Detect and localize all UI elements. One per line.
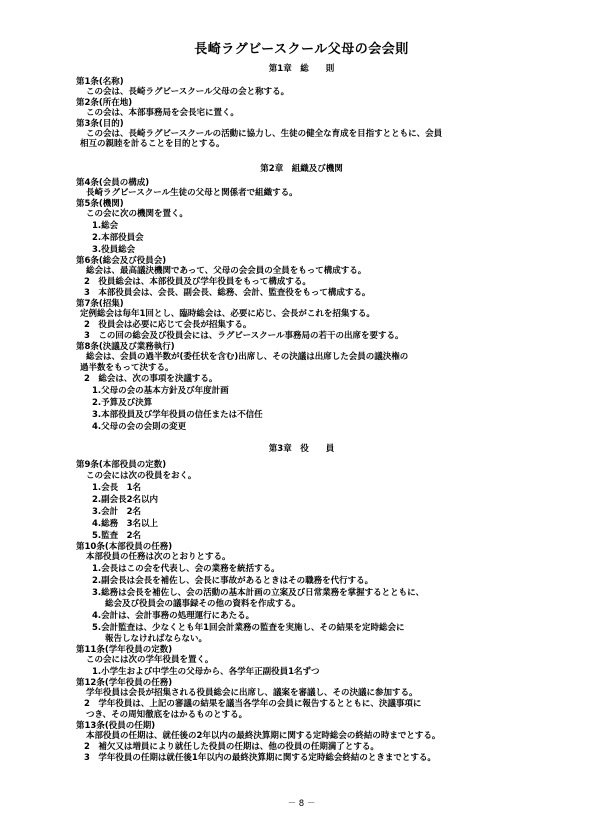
article-11-text: この会には次の学年役員を置く。 bbox=[86, 655, 214, 665]
article-12-text-1: 学年役員は会長が招集される役員総会に出席し、議案を審議し、その決議に参加する。 bbox=[86, 688, 418, 698]
article-9-item-5: 5.監査 2名 bbox=[92, 531, 142, 541]
article-2-heading: 第2条(所在地) bbox=[76, 98, 133, 108]
article-7-text-3: 3 この回の総会及び役員会には、ラグビースクール事務局の若干の出席を要する。 bbox=[84, 331, 404, 341]
article-9-item-2: 2.副会長2名以内 bbox=[92, 495, 159, 505]
article-8-item-3: 3.本部役員及び学年役員の信任または不信任 bbox=[92, 410, 263, 420]
article-13-heading: 第13条(役員の任期) bbox=[76, 721, 156, 731]
article-3-text-1: この会は、長崎ラグビースクールの活動に協力し、生徒の健全な育成を目指すとともに、会員 bbox=[86, 129, 443, 139]
article-1-heading: 第1条(名称) bbox=[76, 77, 124, 87]
article-6-text-2: 2 役員総会は、本部役員及び学年役員をもって構成する。 bbox=[84, 277, 311, 287]
article-12-text-3: つき、その周知徹底をはかるものとする。 bbox=[86, 710, 248, 720]
article-5-item-3: 3.役員総会 bbox=[92, 245, 136, 255]
article-12-text-2: 2 学年役員は、上記の審議の結果を議当各学年の会員に報告するとともに、決議事項に bbox=[84, 699, 422, 709]
article-9-heading: 第9条(本部役員の定数) bbox=[76, 460, 167, 470]
article-10-item-5-cont: 報告しなければならない。 bbox=[105, 634, 208, 644]
article-6-text-3: 3 本部役員会は、会長、副会長、総務、会計、監査役をもって構成する。 bbox=[84, 288, 371, 298]
page-number: － 8 － bbox=[287, 799, 316, 809]
article-3-text-2: 相互の親睦を計ることを目的とする。 bbox=[80, 139, 225, 149]
article-10-text: 本部役員の任務は次のとおりとする。 bbox=[86, 552, 231, 562]
article-8-item-1: 1.父母の会の基本方針及び年度計画 bbox=[92, 386, 229, 396]
article-5-item-1: 1.総会 bbox=[92, 221, 119, 231]
article-4-text: 長崎ラグビースクール生徒の父母と関係者で組織する。 bbox=[86, 188, 298, 198]
article-10-item-3: 3.総務は会長を補佐し、会の活動の基本計画の立案及び日常業務を掌握するとともに、 bbox=[92, 588, 425, 598]
article-6-text-1: 総会は、最高議決機関であって、父母の会会員の全員をもって構成する。 bbox=[86, 266, 367, 276]
article-8-item-4: 4.父母の会の会則の変更 bbox=[92, 422, 187, 432]
article-1-text: この会は、長崎ラグビースクール父母の会と称する。 bbox=[86, 87, 290, 97]
article-6-heading: 第6条(総会及び役員会) bbox=[76, 256, 167, 266]
article-4-heading: 第4条(会員の構成) bbox=[76, 178, 150, 188]
article-10-item-1: 1.会長はこの会を代表し、会の業務を統括する。 bbox=[92, 564, 280, 574]
article-9-text: この会には次の役員をおく。 bbox=[86, 471, 197, 481]
chapter-2-heading: 第2章 組織及び機関 bbox=[260, 164, 343, 174]
article-8-text-2: 過半数をもって決する。 bbox=[80, 363, 174, 373]
article-5-item-2: 2.本部役員会 bbox=[92, 233, 144, 243]
article-12-heading: 第12条(学年役員の任務) bbox=[76, 678, 173, 688]
chapter-3-heading: 第3章 役 員 bbox=[268, 444, 335, 454]
article-10-heading: 第10条(本部役員の任務) bbox=[76, 542, 173, 552]
article-9-item-1: 1.会長 1名 bbox=[92, 483, 142, 493]
article-10-item-5: 5.会計監査は、少なくとも年1回会計業務の監査を実施し、その結果を定時総会に bbox=[92, 623, 405, 633]
article-10-item-2: 2.副会長は会長を補佐し、会長に事故があるときはその職務を代行する。 bbox=[92, 576, 374, 586]
article-9-item-4: 4.総務 3名以上 bbox=[92, 519, 159, 529]
chapter-1-heading: 第1章 総 則 bbox=[268, 64, 335, 74]
article-9-item-3: 3.会計 2名 bbox=[92, 507, 142, 517]
article-10-item-3-cont: 総会及び役員会の議事録その他の資料を作成する。 bbox=[105, 599, 301, 609]
article-7-text-2: 2 役員会は必要に応じて会長が招集する。 bbox=[84, 320, 252, 330]
article-2-text: この会は、本部事務局を会長宅に置く。 bbox=[86, 108, 239, 118]
article-8-text-1: 総会は、会員の過半数が(委任状を含む)出席し、その決議は出席した会員の議決権の bbox=[86, 352, 409, 362]
article-7-text-1: 定例総会は毎年1回とし、臨時総会は、必要に応じ、会長がこれを招集する。 bbox=[80, 309, 375, 319]
article-13-text-3: 3 学年役員の任期は就任後1年以内の最終決算期に関する定時総会終結のときまでとする。 bbox=[84, 753, 436, 763]
article-11-item-1: 1.小学生および中学生の父母から、各学年正副役員1名ずつ bbox=[92, 667, 320, 677]
article-13-text-2: 2 補欠又は増員により就任した役員の任期は、他の役員の任期満了とする。 bbox=[84, 742, 379, 752]
article-7-heading: 第7条(招集) bbox=[76, 299, 124, 309]
article-8-heading: 第8条(決議及び業務執行) bbox=[76, 342, 175, 352]
article-13-text-1: 本部役員の任期は、就任後の2年以内の最終決算期に関する定時総会の終結の時までとする。 bbox=[86, 731, 441, 741]
article-3-heading: 第3条(目的) bbox=[76, 119, 124, 129]
article-11-heading: 第11条(学年役員の定数) bbox=[76, 645, 173, 655]
document-title: 長崎ラグビースクール父母の会会則 bbox=[194, 42, 409, 57]
article-5-heading: 第5条(機関) bbox=[76, 199, 124, 209]
article-8-text-3: 2 総会は、次の事項を決議する。 bbox=[84, 374, 218, 384]
article-8-item-2: 2.予算及び決算 bbox=[92, 398, 153, 408]
article-10-item-4: 4.会計は、会計事務の処理運行にあたる。 bbox=[92, 611, 255, 621]
article-5-text: この会に次の機関を置く。 bbox=[86, 209, 188, 219]
